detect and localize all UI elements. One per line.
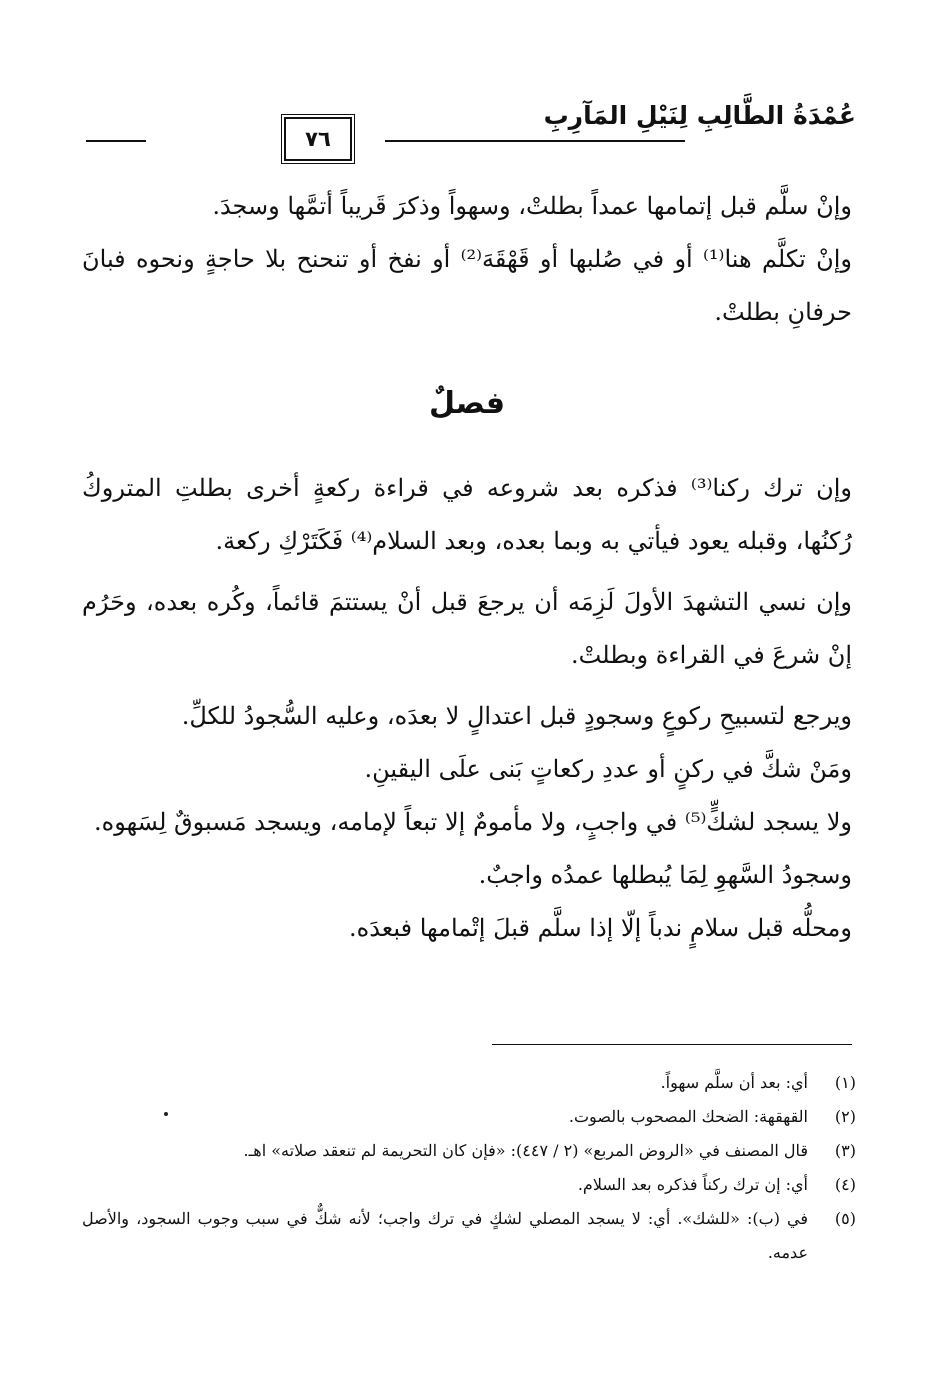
main-text [82, 180, 852, 955]
footnotes [82, 1066, 856, 1270]
footnote-text: القهقهة: الضحك المصحوب بالصوت. [568, 1107, 808, 1126]
paragraph: وإنْ سلَّم قبل إتمامها عمداً بطلتْ، وسهواً وذكرَ قَريباً أتمَّها وسجدَ. [212, 192, 852, 220]
paragraph: ولا يسجد لشكٍّ⁽⁵⁾ في واجبٍ، ولا مأمومٌ إلا تبعاً لإمامه، ويسجد مَسبوقٌ لِسَهوه. [94, 808, 852, 836]
paragraph: ومحلُّه قبل سلامٍ ندباً إلّا إذا سلَّم قبلَ إتْمامها فبعدَه. [348, 914, 852, 942]
section-title: فصلٌ [429, 386, 505, 421]
page-header [86, 95, 856, 155]
footnote-number: (٥) [834, 1209, 856, 1228]
paragraph: وإن ترك ركنا⁽³⁾ فذكره بعد شروعه في قراءة ركعةٍ أخرى بطلتِ المتروكُ رُكنُها، وقبله يعود فيأتي به وبما بعده، وبعد السلام⁽⁴⁾ فَكَتَرْكِ ركعة. [82, 474, 853, 555]
footnote [82, 1066, 856, 1100]
footnote-number: (٣) [834, 1141, 856, 1160]
paragraph: ومَنْ شكَّ في ركنٍ أو عددِ ركعاتٍ بَنى علَى اليقينِ. [364, 755, 852, 783]
footnote-separator [492, 1044, 852, 1045]
footnote [82, 1134, 856, 1168]
header-rule-short [86, 140, 146, 142]
book-title: عُمْدَةُ الطَّالِبِ لِنَيْلِ المَآرِبِ [543, 101, 856, 130]
page-number: ٧٦ [284, 117, 352, 161]
paragraph: وسجودُ السَّهوِ لِمَا يُبطلها عمدُه واجبٌ. [478, 861, 852, 889]
footnote-text: أي: إن ترك ركناً فذكره بعد السلام. [577, 1175, 808, 1194]
footnote-text: قال المصنف في «الروض المربع» (٢ / ٤٤٧): «فإن كان التحريمة لم تنعقد صلاته» اهـ. [243, 1141, 808, 1160]
header-rule [385, 140, 685, 142]
paragraph: ويرجع لتسبيحِ ركوعٍ وسجودٍ قبل اعتدالٍ لا بعدَه، وعليه السُّجودُ للكلِّ. [181, 702, 852, 730]
footnote [82, 1202, 856, 1270]
footnote-text: أي: بعد أن سلَّم سهواً. [660, 1073, 808, 1092]
footnote [82, 1100, 856, 1134]
footnote-number: (٤) [834, 1175, 856, 1194]
footnote [82, 1168, 856, 1202]
footnote-text: في (ب): «للشك». أي: لا يسجد المصلي لشكٍ في ترك واجب؛ لأنه شكٌّ في سبب وجوب السجود، والأصل عدمه. [82, 1209, 808, 1262]
footnote-number: (١) [834, 1073, 856, 1092]
paragraph: وإن نسي التشهدَ الأولَ لَزِمَه أن يرجعَ قبل أنْ يستتمَ قائماً، وكُره بعده، وحَرُم إنْ شرعَ في القراءة وبطلتْ. [82, 588, 852, 669]
footnote-number: (٢) [834, 1107, 856, 1126]
paragraph: وإنْ تكلَّم هنا⁽¹⁾ أو في صُلبها أو قَهْقَهَ⁽²⁾ أو نفخ أو تنحنح بلا حاجةٍ ونحوه فبانَ حرفانِ بطلتْ. [82, 245, 852, 326]
